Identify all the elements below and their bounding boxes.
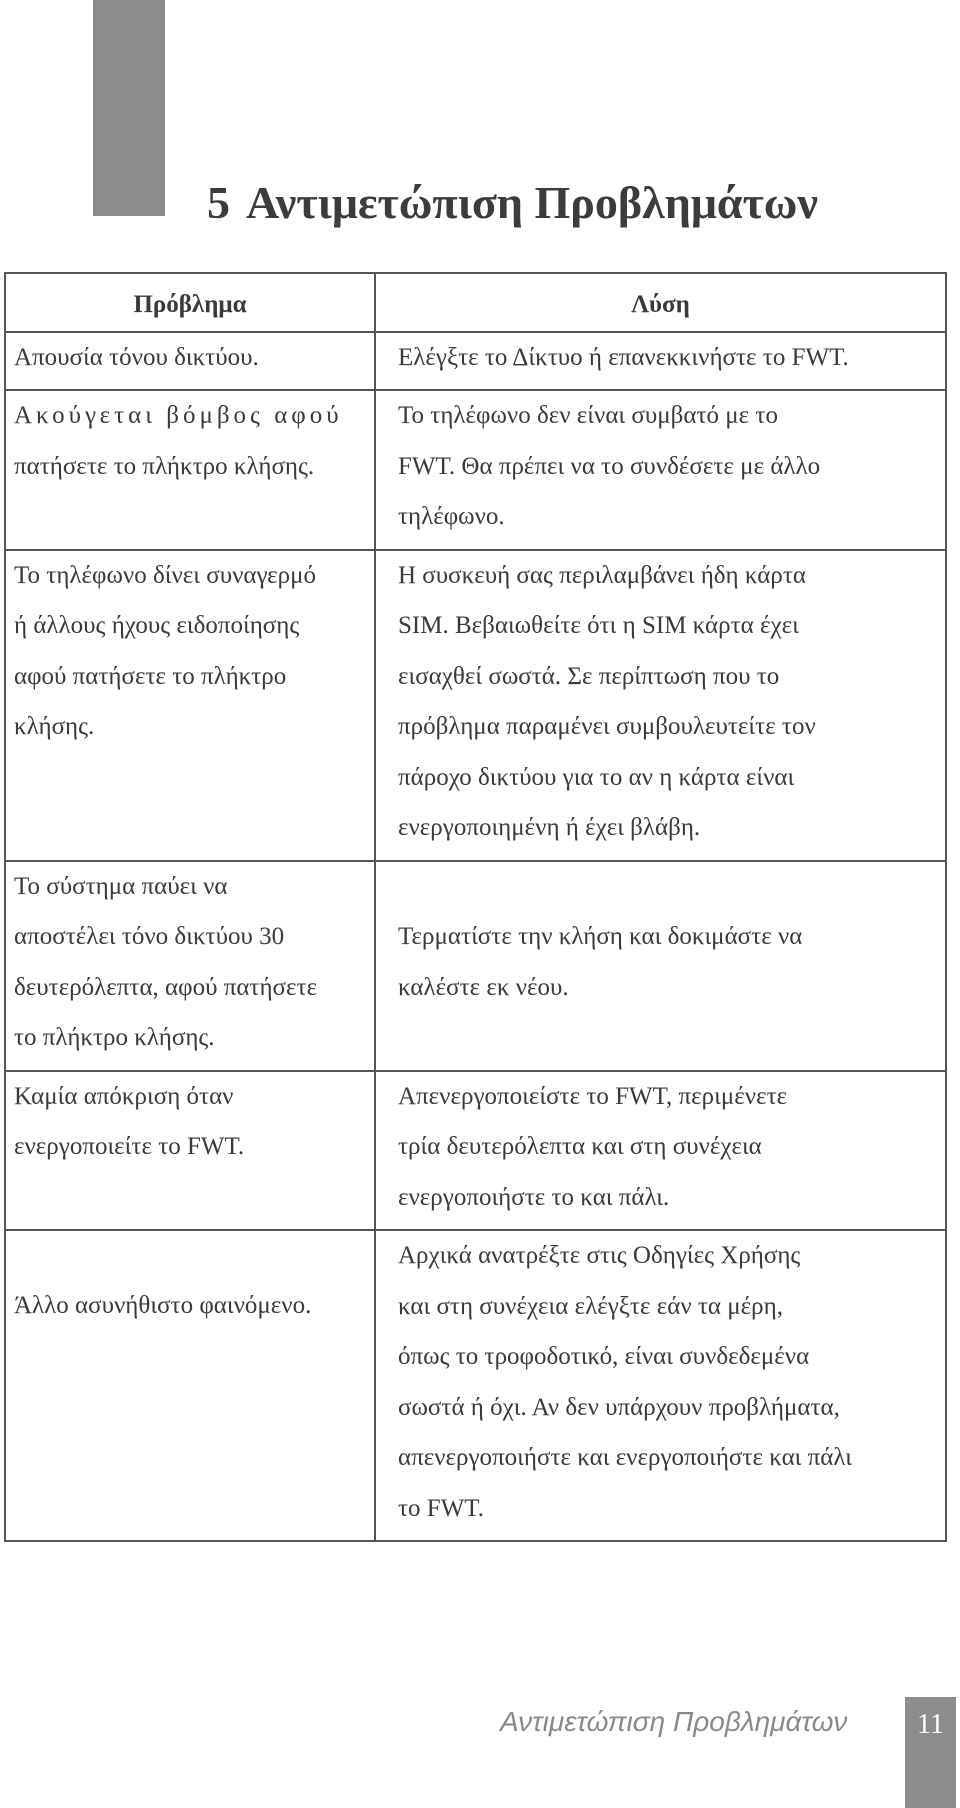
problem-text: κλήσης. (14, 713, 95, 740)
solution-text: FWT. Θα πρέπει να το συνδέσετε με άλλο (398, 452, 821, 480)
problem-text: Άλλο ασυνήθιστο φαινόμενο. (14, 1292, 312, 1319)
table-row (5, 390, 946, 550)
problem-text: το πλήκτρο κλήσης. (14, 1024, 215, 1051)
solution-text: SIM. Βεβαιωθείτε ότι η SIM κάρτα έχει (398, 612, 799, 639)
problem-text: Καμία απόκριση όταν (14, 1082, 234, 1110)
page-number: 11 (917, 1709, 944, 1740)
problem-cell (5, 1071, 375, 1231)
chapter-title-text: Αντιμετώπιση Προβλημάτων (246, 177, 818, 228)
problem-text: Το τηλέφωνο δίνει συναγερμό (14, 561, 317, 589)
table-header-row (5, 273, 946, 332)
problem-text: Ακούγεται βόμβος αφού (14, 402, 343, 429)
problem-text: ενεργοποιείτε το FWT. (14, 1133, 245, 1160)
table-row (5, 1230, 946, 1541)
solution-text: τρία δευτερόλεπτα και στη συνέχεια (398, 1133, 762, 1160)
solution-text: Η συσκευή σας περιλαμβάνει ήδη κάρτα (398, 561, 806, 589)
problem-text: πατήσετε το πλήκτρο κλήσης. (14, 452, 315, 480)
solution-text: πρόβλημα παραμένει συμβουλευτείτε τον (398, 713, 816, 740)
problem-cell (5, 1230, 375, 1541)
solution-text: Ελέγξτε το Δίκτυο ή επανεκκινήστε το FWT. (398, 343, 849, 371)
solution-cell (375, 332, 946, 391)
problem-cell (5, 390, 375, 550)
table-row (5, 861, 946, 1071)
page-number-box (905, 1697, 956, 1808)
solution-text: το FWT. (398, 1494, 484, 1522)
solution-cell (375, 1071, 946, 1231)
solution-text: εισαχθεί σωστά. Σε περίπτωση που το (398, 662, 780, 690)
footer-section-title: Αντιμετώπιση Προβλημάτων (500, 1706, 848, 1737)
solution-text: όπως το τροφοδοτικό, είναι συνδεδεμένα (398, 1343, 810, 1370)
problem-cell (5, 550, 375, 861)
solution-text: απενεργοποιήστε και ενεργοποιήστε και πάλι (398, 1444, 852, 1471)
solution-text: Τερματίστε την κλήση και δοκιμάστε να (398, 923, 803, 950)
solution-text: ενεργοποιήστε το και πάλι. (398, 1183, 670, 1211)
table-row (5, 550, 946, 861)
solution-text: τηλέφωνο. (398, 503, 505, 530)
header-solution: Λύση (375, 273, 946, 332)
solution-cell (375, 390, 946, 550)
problem-text: αφού πατήσετε το πλήκτρο (14, 662, 287, 690)
chapter-number: 5 (207, 177, 230, 228)
problem-text: Το σύστημα παύει να (14, 872, 228, 900)
problem-text: ή άλλους ήχους ειδοποίησης (14, 612, 300, 639)
problem-text: Απουσία τόνου δικτύου. (14, 343, 259, 371)
solution-cell (375, 550, 946, 861)
problem-text: αποστέλει τόνο δικτύου 30 (14, 923, 285, 950)
table-row (5, 1071, 946, 1231)
solution-text: Απενεργοποιείστε το FWT, περιμένετε (398, 1082, 788, 1110)
problem-cell (5, 861, 375, 1071)
table-row (5, 332, 946, 391)
page-title (207, 168, 818, 238)
solution-text: ενεργοποιημένη ή έχει βλάβη. (398, 814, 701, 841)
solution-text: πάροχο δικτύου για το αν η κάρτα είναι (398, 763, 795, 791)
solution-text: Αρχικά ανατρέξτε στις Οδηγίες Χρήσης (398, 1242, 801, 1269)
chapter-tab-marker (93, 0, 165, 216)
solution-text: καλέστε εκ νέου. (398, 973, 569, 1001)
solution-cell (375, 861, 946, 1071)
problem-text: δευτερόλεπτα, αφού πατήσετε (14, 973, 318, 1001)
header-problem: Πρόβλημα (5, 273, 375, 332)
solution-cell (375, 1230, 946, 1541)
problem-cell (5, 332, 375, 391)
solution-text: σωστά ή όχι. Αν δεν υπάρχουν προβλήματα, (398, 1393, 840, 1421)
solution-text: Το τηλέφωνο δεν είναι συμβατό με το (398, 402, 778, 429)
solution-text: και στη συνέχεια ελέγξτε εάν τα μέρη, (398, 1292, 783, 1320)
troubleshooting-table (4, 272, 947, 1542)
